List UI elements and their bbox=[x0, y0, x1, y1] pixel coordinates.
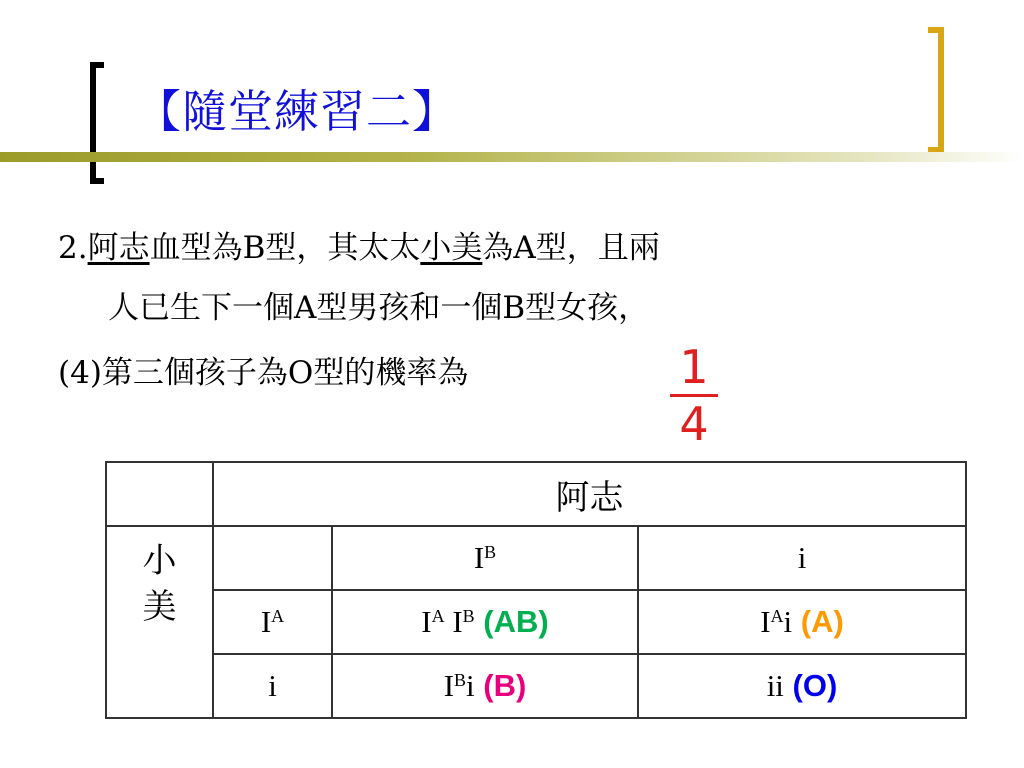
genotype-part: ii bbox=[766, 668, 784, 703]
genotype-part: i bbox=[783, 604, 793, 639]
question-line-1-end: 為A型，且兩 bbox=[482, 230, 660, 266]
genotype-cell-a bbox=[638, 590, 966, 654]
genotype-superscript: B bbox=[462, 606, 475, 626]
punnett-blank-cell bbox=[213, 526, 332, 590]
phenotype-label: (A) bbox=[792, 604, 844, 639]
genotype-cell-o bbox=[638, 654, 966, 718]
question-line-1 bbox=[58, 230, 660, 266]
allele-base: I bbox=[260, 604, 272, 639]
punnett-row bbox=[106, 654, 966, 718]
father-header: 阿志 bbox=[213, 462, 966, 526]
question-line-1-mid: 血型為B型，其太太 bbox=[149, 230, 421, 266]
mother-header-char: 小 bbox=[142, 541, 177, 581]
genotype-part: i bbox=[466, 668, 475, 703]
genotype-part: I bbox=[421, 604, 432, 639]
allele-superscript: B bbox=[484, 542, 497, 562]
question-line-2: 人已生下一個A型男孩和一個B型女孩， bbox=[108, 290, 650, 326]
mother-allele-cell bbox=[213, 590, 332, 654]
mother-header-char: 美 bbox=[142, 586, 177, 627]
punnett-row bbox=[106, 590, 966, 654]
left-bracket-decoration bbox=[90, 62, 104, 184]
genotype-part: I bbox=[760, 604, 771, 639]
father-allele-cell bbox=[638, 526, 966, 590]
phenotype-label: (O) bbox=[783, 668, 838, 703]
genotype-cell-ab bbox=[332, 590, 638, 654]
genotype-superscript: A bbox=[431, 606, 445, 626]
punnett-header-row bbox=[106, 462, 966, 526]
slide-title: 【隨堂練習二】 bbox=[136, 85, 459, 138]
father-name: 阿志 bbox=[87, 230, 150, 266]
mother-allele-cell bbox=[213, 654, 332, 718]
answer-fraction bbox=[668, 340, 720, 451]
genotype-part: I bbox=[443, 668, 455, 703]
genotype-part: I bbox=[444, 604, 463, 639]
allele-base: i bbox=[797, 540, 807, 575]
phenotype-label: (AB) bbox=[474, 604, 549, 639]
title-underline-rule bbox=[0, 152, 1024, 162]
allele-superscript: A bbox=[271, 606, 285, 626]
punnett-allele-row bbox=[106, 526, 966, 590]
right-bracket-decoration bbox=[928, 27, 944, 153]
punnett-corner-cell bbox=[106, 462, 213, 526]
punnett-square bbox=[105, 461, 967, 719]
genotype-superscript: B bbox=[454, 670, 467, 690]
answer-numerator: 1 bbox=[679, 340, 709, 394]
phenotype-label: (B) bbox=[474, 668, 527, 703]
allele-base: I bbox=[473, 540, 485, 575]
allele-base: i bbox=[268, 668, 277, 703]
mother-name: 小美 bbox=[420, 230, 483, 266]
genotype-superscript: A bbox=[770, 606, 784, 626]
genotype-cell-b bbox=[332, 654, 638, 718]
father-allele-cell bbox=[332, 526, 638, 590]
question-number: 2. bbox=[58, 230, 88, 266]
answer-denominator: 4 bbox=[679, 397, 709, 451]
mother-header bbox=[106, 526, 213, 718]
question-line-3: (4)第三個孩子為O型的機率為 bbox=[58, 355, 469, 391]
